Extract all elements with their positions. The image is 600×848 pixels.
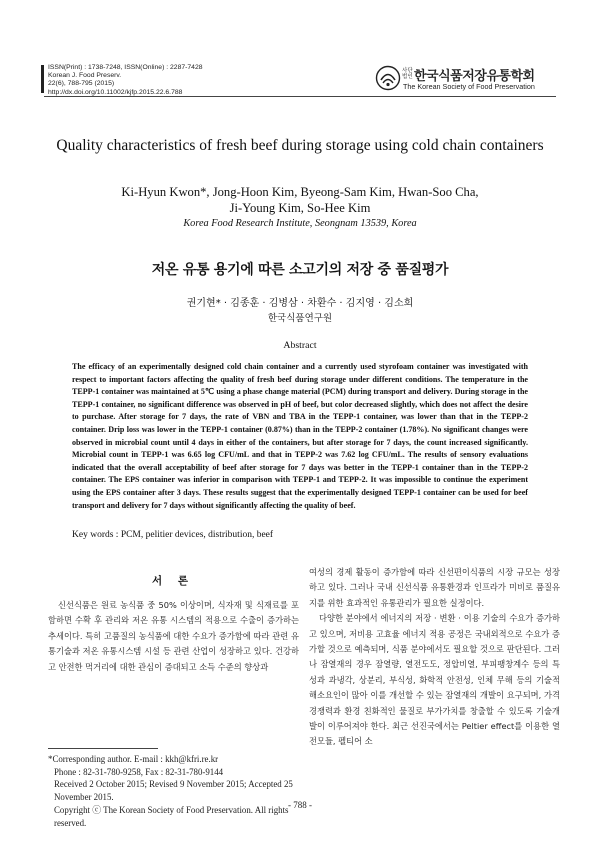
korean-affiliation: 한국식품연구원 bbox=[267, 313, 333, 324]
society-small-label: 사단 법인 bbox=[402, 68, 413, 80]
doi-link[interactable]: http://dx.doi.org/10.11002/kjfp.2015.22.6.788 bbox=[48, 88, 183, 96]
paper-title: Quality characteristics of fresh beef during storage using cold chain containers bbox=[56, 137, 544, 154]
left-column-text bbox=[48, 598, 299, 675]
footnote-divider bbox=[48, 748, 158, 749]
right-column-text bbox=[309, 565, 560, 750]
society-logo-block bbox=[375, 63, 555, 93]
society-emblem-icon bbox=[375, 65, 401, 91]
society-korean-name: 한국식품저장유통학회 bbox=[414, 69, 535, 84]
korean-title: 저온 유통 용기에 따른 소고기의 저장 중 품질평가 bbox=[151, 262, 449, 278]
footnote bbox=[48, 753, 299, 829]
header-divider bbox=[44, 96, 556, 97]
intro-paragraph-continued: 여성의 경제 활동이 증가함에 따라 신선편이식품의 시장 규모는 성장하고 있다. 그러나 국내 신선식품 유통환경과 인프라가 미비로 품질유지를 위한 효과적인 유통관리가 필요한 실정이다. bbox=[309, 567, 560, 608]
section-heading-introduction: 서 론 bbox=[152, 575, 194, 587]
affiliation: Korea Food Research Institute, Seongnam 13539, Korea bbox=[183, 218, 417, 229]
korean-authors: 권기현* · 김종훈 · 김병삼 · 차환수 · 김지영 · 김소희 bbox=[186, 298, 414, 309]
corresponding-author: *Corresponding author. E-mail : kkh@kfri.re.kr bbox=[48, 754, 219, 764]
abstract-text: The efficacy of an experimentally designed cold chain container and a currently used styrofoam container was investigated with respect to important factors affecting the quality of fresh beef during storage under different conditions. The temperature in the TEPP-1 container was maintained at 5℃ using a phase change material (PCM) during transport and delivery. During storage in the TEPP-1 container, no significant difference was observed in pH of beef, but color decreased slightly, which does not affect the desire to purchase. After storage for 7 days, the rate of VBN and TBA in the TEPP-1 container, was lower than that in the TEPP-2 container. Drip loss was lower in the TEPP-1 container (0.87%) than in the TEPP-2 container (1.78%). No significant changes were observed in microbial count until 4 days in either of the containers, but after storage for 7 days, the count increased significantly. Microbial count in TEPP-1 was 6.65 log CFU/mL and that in TEPP-2 was 7.62 log CFU/mL. The results of sensory evaluations indicated that the overall acceptability of beef after storage for 7 days was better in the TEPP-1 container than in the TEPP-2 container. The EPS container was inferior in comparison with TEPP-1 and TEPP-2. It was impossible to continue the experiment using the EPS container after 3 days. These results suggest that the experimentally designed TEPP-1 container can be used for beef transport and delivery for 7 days without significantly affecting the quality of beef. bbox=[72, 362, 528, 510]
authors-line-1: Ki-Hyun Kwon*, Jong-Hoon Kim, Byeong-Sam Kim, Hwan-Soo Cha, bbox=[121, 185, 479, 199]
volume-line: 22(6), 788-795 (2015) bbox=[48, 80, 115, 88]
page-number: - 788 - bbox=[288, 800, 312, 810]
header-accent-bar bbox=[41, 65, 44, 93]
issn-line: ISSN(Print) : 1738-7248, ISSN(Online) : 2287-7428 bbox=[48, 64, 203, 71]
keywords: Key words : PCM, pelitier devices, distribution, beef bbox=[72, 530, 274, 540]
received-dates: Received 2 October 2015; Revised 9 November 2015; Accepted 25 November 2015. bbox=[54, 779, 293, 803]
society-english-name: The Korean Society of Food Preservation bbox=[403, 82, 535, 91]
contact-phone-fax: Phone : 82-31-780-9258, Fax : 82-31-780-9144 bbox=[54, 766, 224, 777]
intro-paragraph-2: 다양한 분야에서 에너지의 저장 · 변환 · 이용 기술의 수요가 증가하고 있으며, 저비용 고효율 에너지 적용 공정은 국내외적으로 수요가 증가할 것으로 예측되며, 식품 분야에서도 필요할 것으로 판단된다. 그러나 잠열재의 경우 잠열량, 열전도도, 정압비열, 부피팽창계수 등의 특성과 과냉각, 상분리, 부식성, 화학적 안전성, 인체 무해 등의 기술적 해소요인이 많아 이를 개선할 수 있는 잠열재의 개발이 요구되며, 가격 경쟁력과 환경 친화적인 물질로 부가가치를 창출할 수 있도록 기술개발이 이루어져야 한다. 최근 선진국에서는 Peltier effect를 이용한 열전모듈, 펠티어 소 bbox=[309, 613, 560, 747]
intro-paragraph-1: 신선식품은 원료 농식품 중 50% 이상이며, 식자재 및 식재료를 포함하면 수확 후 관리와 저온 유통 시스템의 적용으로 수출이 증가하는 추세이다. 특히 고품질의 농식품에 대한 수요가 증가함에 따라 관련 유통기술과 저온 유통시스템 시설 등 관련 산업이 성장하고 있다. 건강하고 안전한 먹거리에 대한 관심이 증대되고 소득 수준의 향상과 bbox=[48, 600, 299, 672]
abstract-heading: Abstract bbox=[283, 340, 317, 351]
authors-line-2: Ji-Young Kim, So-Hee Kim bbox=[229, 201, 371, 215]
journal-abbrev-line: Korean J. Food Preserv. bbox=[48, 72, 122, 80]
journal-meta bbox=[48, 64, 203, 97]
author-list bbox=[40, 184, 560, 216]
copyright-notice: Copyright ⓒ The Korean Society of Food Preservation. All rights reserved. bbox=[54, 804, 289, 828]
